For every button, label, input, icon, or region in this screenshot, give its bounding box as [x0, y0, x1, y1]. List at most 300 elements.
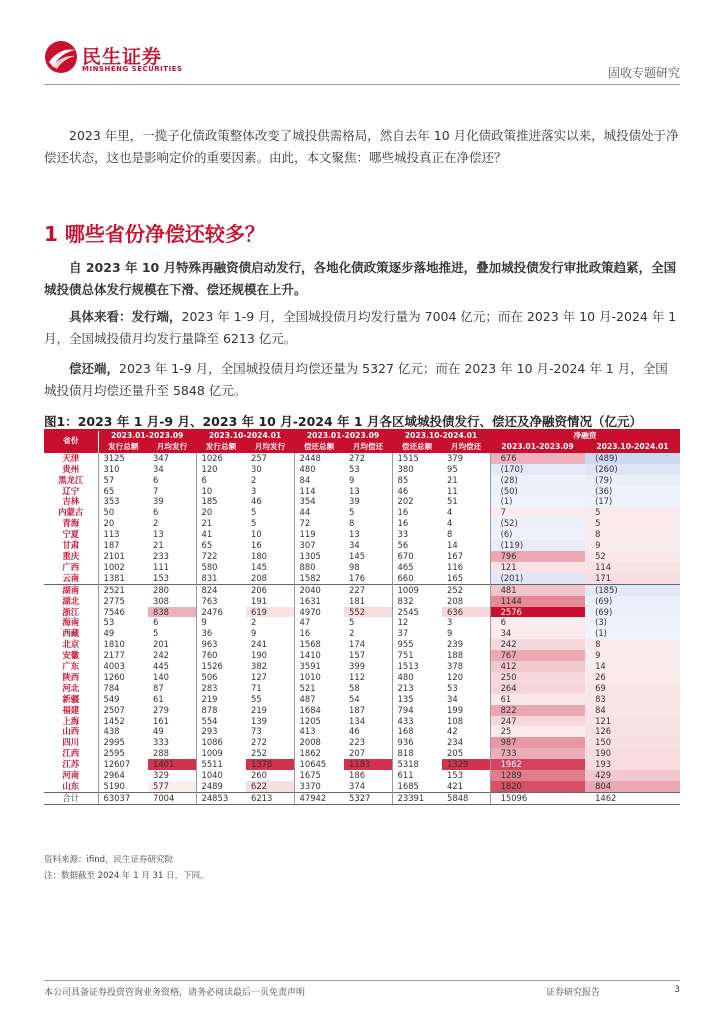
value-cell: 1086: [201, 737, 223, 748]
net-financing-cell: 171: [585, 573, 680, 584]
value-cell: 7546: [103, 606, 125, 617]
net-financing-cell: 1462: [585, 792, 680, 804]
value-cell: 310: [103, 463, 120, 474]
figure-title: 图1：2023 年 1 月-9 月、2023 年 10 月-2024 年 1 月各区域城投债发行、偿还及净融资情况（亿元）: [44, 414, 642, 429]
value-cell: 760: [201, 650, 218, 661]
value-cell: 413: [299, 726, 316, 737]
value-cell: 832: [397, 595, 414, 606]
issuance-lead: 具体来看：发行端，: [69, 309, 182, 324]
value-cell: 36: [201, 628, 213, 639]
table-row: [44, 607, 680, 618]
value-cell: 880: [299, 561, 316, 572]
value-cell: 2040: [294, 584, 344, 595]
value-cell: 272: [344, 453, 392, 464]
value-cell: 47: [299, 617, 311, 628]
value-cell: 95: [442, 464, 490, 475]
report-category: 固收专题研究: [607, 66, 680, 80]
table-row: [44, 540, 680, 551]
value-cell: 1526: [201, 661, 223, 672]
table-row: [44, 617, 680, 628]
net-financing-cell: 1820: [490, 781, 585, 792]
value-cell: 660: [397, 572, 414, 583]
value-cell: 37: [397, 628, 409, 639]
province-cell: 新疆: [44, 694, 98, 705]
value-cell: 9: [201, 617, 207, 628]
value-cell: 2595: [103, 748, 125, 759]
section-title: 1 哪些省份净偿还较多？: [44, 222, 265, 246]
value-cell: 167: [442, 551, 490, 562]
table-row: [44, 770, 680, 781]
disclaimer-text: 本公司具备证券投资咨询业务资格，请务必阅读最后一页免责声明: [44, 988, 306, 998]
table-row: [44, 683, 680, 694]
province-cell: 重庆: [44, 551, 98, 562]
value-cell: 577: [148, 781, 196, 792]
value-cell: 186: [344, 770, 392, 781]
value-cell: 353: [103, 496, 120, 507]
value-cell: 288: [148, 748, 196, 759]
value-cell: 257: [246, 453, 294, 464]
value-cell: 2545: [397, 606, 419, 617]
value-cell: 818: [397, 748, 414, 759]
value-cell: 72: [299, 518, 311, 529]
value-cell: 1410: [299, 650, 321, 661]
province-cell: 安徽: [44, 650, 98, 661]
table-row: [44, 496, 680, 507]
value-cell: 53: [442, 683, 490, 694]
value-cell: 619: [246, 607, 294, 618]
value-cell: 382: [246, 661, 294, 672]
table-row: [44, 781, 680, 792]
value-cell: 5: [344, 617, 392, 628]
value-cell: 374: [344, 781, 392, 792]
value-cell: 1329: [442, 759, 490, 770]
value-cell: 1381: [103, 572, 125, 583]
net-financing-cell: 6: [490, 617, 585, 628]
net-financing-cell: 25: [490, 726, 585, 737]
value-cell: 10645: [299, 759, 327, 770]
value-cell: 5511: [201, 759, 223, 770]
value-cell: 2: [344, 628, 392, 639]
net-financing-cell: 822: [490, 705, 585, 716]
value-cell: 1305: [299, 550, 321, 561]
value-cell: 6: [148, 617, 196, 628]
net-financing-cell: 733: [490, 748, 585, 759]
value-cell: 1183: [344, 759, 392, 770]
value-cell: 24853: [196, 792, 246, 804]
table-row: [44, 628, 680, 639]
value-cell: 188: [442, 650, 490, 661]
value-cell: 202: [397, 496, 414, 507]
net-financing-cell: 1962: [490, 759, 585, 770]
net-financing-cell: 247: [490, 716, 585, 727]
value-cell: 380: [397, 463, 414, 474]
province-cell: 四川: [44, 737, 98, 748]
value-cell: 7004: [148, 792, 196, 804]
table-row: [44, 672, 680, 683]
col-header-issue-p2: 2023.10-2024.01: [196, 431, 294, 442]
value-cell: 2177: [103, 650, 125, 661]
net-financing-cell: (79): [585, 475, 680, 486]
value-cell: 421: [442, 781, 490, 792]
col-header-net: 净融资: [490, 431, 680, 442]
value-cell: 20: [103, 518, 115, 529]
province-cell: 山西: [44, 726, 98, 737]
value-cell: 1009: [201, 748, 223, 759]
net-financing-cell: (28): [490, 475, 585, 486]
value-cell: 5848: [442, 792, 490, 804]
table-row: [44, 562, 680, 573]
intro-paragraph: 2023 年里，一揽子化债政策整体改变了城投供需格局，然自去年 10 月化债政策推进落实以来，城投债处于净偿还状态，这也是影响定价的重要因素。由此，本文聚焦：哪些城投真正在净偿还？: [44, 128, 679, 165]
value-cell: 2101: [103, 550, 125, 561]
net-financing-cell: 676: [490, 453, 585, 464]
report-type: 证券研究报告: [546, 988, 601, 998]
logo-text-en: MINSHENG SECURITIES: [82, 65, 183, 73]
col-header-province: 省份: [44, 431, 98, 453]
col-header-issue-month: 月均发行: [148, 442, 196, 453]
value-cell: 113: [103, 529, 120, 540]
value-cell: 153: [148, 573, 196, 584]
col-header-repay-month: 月均偿还: [442, 442, 490, 453]
net-financing-cell: 26: [585, 672, 680, 683]
value-cell: 3591: [299, 661, 321, 672]
province-cell: 海南: [44, 617, 98, 628]
value-cell: 2: [148, 518, 196, 529]
value-cell: 16: [299, 628, 311, 639]
value-cell: 480: [397, 671, 414, 682]
value-cell: 1010: [299, 671, 321, 682]
value-cell: 187: [103, 540, 120, 551]
value-cell: 794: [397, 704, 414, 715]
net-financing-cell: 1289: [490, 770, 585, 781]
value-cell: 521: [299, 682, 316, 693]
value-cell: 168: [397, 726, 414, 737]
summary-paragraph: 自 2023 年 10 月特殊再融资债启动发行，各地化债政策逐步落地推进，叠加城投债发行审批政策趋紧，全国城投债总体发行规模在下滑、偿还规模在上升。: [44, 260, 677, 297]
value-cell: 3125: [103, 452, 125, 463]
region-financing-table: [44, 431, 680, 805]
value-cell: 85: [397, 474, 409, 485]
table-row: [44, 529, 680, 540]
value-cell: 506: [201, 671, 218, 682]
value-cell: 487: [299, 693, 316, 704]
value-cell: 8: [442, 529, 490, 540]
col-header-issue-total: 发行总额: [98, 442, 148, 453]
value-cell: 1631: [299, 595, 321, 606]
value-cell: 5: [246, 507, 294, 518]
province-cell: 内蒙古: [44, 507, 98, 518]
province-cell: 湖南: [44, 584, 98, 595]
value-cell: 2489: [201, 781, 223, 791]
minsheng-logo-icon: [44, 40, 78, 74]
table-row: [44, 737, 680, 748]
value-cell: 260: [246, 770, 294, 781]
value-cell: 552: [344, 607, 392, 618]
value-cell: 112: [344, 672, 392, 683]
province-cell: 贵州: [44, 464, 98, 475]
value-cell: 116: [442, 562, 490, 573]
value-cell: 53: [344, 464, 392, 475]
value-cell: 49: [103, 628, 115, 639]
value-cell: 465: [397, 561, 414, 572]
table-row: [44, 596, 680, 607]
footer-divider: [44, 980, 680, 981]
province-cell: 吉林: [44, 496, 98, 507]
net-financing-cell: 84: [585, 705, 680, 716]
net-financing-cell: 8: [585, 639, 680, 650]
value-cell: 199: [442, 705, 490, 716]
value-cell: 2995: [103, 737, 125, 748]
province-cell: 广西: [44, 562, 98, 573]
net-financing-cell: 150: [585, 737, 680, 748]
value-cell: 187: [344, 705, 392, 716]
value-cell: 272: [246, 737, 294, 748]
value-cell: 333: [148, 737, 196, 748]
net-financing-cell: 126: [585, 726, 680, 737]
province-cell: 湖北: [44, 596, 98, 607]
value-cell: 1675: [299, 770, 321, 781]
value-cell: 378: [442, 661, 490, 672]
value-cell: 763: [201, 595, 218, 606]
net-financing-cell: (185): [585, 584, 680, 595]
value-cell: 2775: [103, 595, 125, 606]
value-cell: 445: [148, 661, 196, 672]
value-cell: 145: [246, 562, 294, 573]
table-row: [44, 694, 680, 705]
value-cell: 46: [246, 496, 294, 507]
value-cell: 42: [442, 726, 490, 737]
value-cell: 6: [148, 507, 196, 518]
value-cell: 49: [148, 726, 196, 737]
value-cell: 46: [397, 485, 409, 496]
net-financing-cell: (69): [585, 596, 680, 607]
value-cell: 51: [442, 496, 490, 507]
value-cell: 145: [344, 551, 392, 562]
value-cell: 219: [201, 693, 218, 704]
net-financing-cell: (1): [585, 628, 680, 639]
value-cell: 9: [344, 475, 392, 486]
net-financing-cell: 767: [490, 650, 585, 661]
col-header-repay-p1: 2023.01-2023.09: [294, 431, 392, 442]
value-cell: 5: [148, 628, 196, 639]
value-cell: 181: [344, 596, 392, 607]
value-cell: 252: [442, 584, 490, 595]
province-cell: 江西: [44, 748, 98, 759]
value-cell: 165: [442, 573, 490, 584]
province-cell: 山东: [44, 781, 98, 792]
table-row: [44, 584, 680, 595]
value-cell: 347: [148, 453, 196, 464]
value-cell: 65: [103, 485, 115, 496]
value-cell: 308: [148, 596, 196, 607]
province-cell: 福建: [44, 705, 98, 716]
value-cell: 54: [344, 694, 392, 705]
value-cell: 751: [397, 650, 414, 661]
net-financing-cell: 412: [490, 661, 585, 672]
value-cell: 13: [344, 486, 392, 497]
net-financing-cell: 8: [585, 529, 680, 540]
value-cell: 622: [246, 781, 294, 792]
value-cell: 114: [299, 485, 316, 496]
net-financing-cell: (3): [585, 617, 680, 628]
value-cell: 84: [299, 474, 311, 485]
value-cell: 161: [148, 716, 196, 727]
value-cell: 1378: [246, 759, 294, 770]
value-cell: 205: [442, 748, 490, 759]
net-financing-cell: (489): [585, 453, 680, 464]
province-cell: 合计: [44, 792, 98, 804]
province-cell: 江苏: [44, 759, 98, 770]
source-note: 资料来源：ifind，民生证券研究院: [44, 855, 173, 865]
value-cell: 34: [344, 540, 392, 551]
net-financing-cell: 796: [490, 551, 585, 562]
col-header-net-p2: 2023.10-2024.01: [585, 442, 680, 453]
table-row: [44, 573, 680, 584]
value-cell: 206: [246, 584, 294, 595]
net-financing-cell: (52): [490, 518, 585, 529]
value-cell: 191: [246, 596, 294, 607]
value-cell: 21: [201, 518, 213, 529]
value-cell: 1452: [103, 715, 125, 726]
value-cell: 65: [201, 540, 213, 551]
net-financing-cell: 5: [585, 518, 680, 529]
value-cell: 955: [397, 639, 414, 650]
value-cell: 11: [442, 486, 490, 497]
value-cell: 13: [344, 529, 392, 540]
issuance-text: 2023 年 1-9 月，全国城投债月均发行量为 7004 亿元；而在 2023 年 10 月-2024 年 1 月，全国城投债月均发行量降至 6213 亿元。: [44, 309, 677, 346]
value-cell: 174: [344, 639, 392, 650]
province-cell: 河南: [44, 770, 98, 781]
province-cell: 陕西: [44, 672, 98, 683]
province-cell: 云南: [44, 573, 98, 584]
net-financing-cell: 14: [585, 661, 680, 672]
net-financing-cell: 193: [585, 759, 680, 770]
value-cell: 252: [246, 748, 294, 759]
net-financing-cell: 190: [585, 748, 680, 759]
value-cell: 140: [148, 672, 196, 683]
value-cell: 438: [103, 726, 120, 737]
net-financing-cell: (6): [490, 529, 585, 540]
value-cell: 71: [246, 683, 294, 694]
value-cell: 4: [442, 518, 490, 529]
table-row: [44, 650, 680, 661]
value-cell: 1002: [103, 561, 125, 572]
net-financing-cell: 1144: [490, 596, 585, 607]
value-cell: 63037: [98, 792, 148, 804]
value-cell: 354: [299, 496, 316, 507]
table-row: [44, 453, 680, 464]
value-cell: 8: [344, 518, 392, 529]
value-cell: 16: [246, 540, 294, 551]
value-cell: 2448: [299, 452, 321, 463]
value-cell: 3: [442, 617, 490, 628]
value-cell: 46: [344, 726, 392, 737]
table-row: [44, 748, 680, 759]
net-financing-cell: (1): [490, 496, 585, 507]
value-cell: 5318: [397, 759, 419, 770]
logo-text-cn: 民生证券: [82, 46, 163, 68]
table-row: [44, 759, 680, 770]
value-cell: 611: [397, 770, 414, 781]
table-row: [44, 661, 680, 672]
value-cell: 233: [148, 551, 196, 562]
value-cell: 1515: [397, 452, 419, 463]
value-cell: 2: [246, 617, 294, 628]
value-cell: 2476: [201, 606, 223, 617]
table-row: [44, 726, 680, 737]
table-total-row: [44, 792, 680, 804]
value-cell: 6: [148, 475, 196, 486]
net-financing-cell: (36): [585, 486, 680, 497]
value-cell: 87: [148, 683, 196, 694]
net-financing-cell: (260): [585, 464, 680, 475]
value-cell: 34: [148, 464, 196, 475]
value-cell: 219: [246, 705, 294, 716]
value-cell: 13: [148, 529, 196, 540]
value-cell: 55: [246, 694, 294, 705]
value-cell: 9: [246, 628, 294, 639]
net-financing-cell: 34: [490, 628, 585, 639]
net-financing-cell: (17): [585, 496, 680, 507]
value-cell: 4003: [103, 661, 125, 672]
net-financing-cell: (170): [490, 464, 585, 475]
table-row: [44, 716, 680, 727]
value-cell: 580: [201, 561, 218, 572]
value-cell: 190: [246, 650, 294, 661]
value-cell: 838: [148, 607, 196, 618]
value-cell: 176: [344, 573, 392, 584]
province-cell: 宁夏: [44, 529, 98, 540]
col-header-issue-month: 月均发行: [246, 442, 294, 453]
value-cell: 1009: [392, 584, 442, 595]
value-cell: 878: [201, 704, 218, 715]
value-cell: 53: [103, 617, 115, 628]
value-cell: 1513: [397, 661, 419, 672]
net-financing-cell: 15096: [490, 792, 585, 804]
value-cell: 134: [344, 716, 392, 727]
table-body: [44, 453, 680, 805]
net-financing-cell: (119): [490, 540, 585, 551]
net-financing-cell: 481: [490, 584, 585, 595]
value-cell: 58: [344, 683, 392, 694]
value-cell: 73: [246, 726, 294, 737]
value-cell: 636: [442, 607, 490, 618]
value-cell: 207: [344, 748, 392, 759]
col-header-repay-total: 偿还总额: [392, 442, 442, 453]
value-cell: 12: [397, 617, 409, 628]
value-cell: 16: [397, 507, 409, 518]
province-cell: 黑龙江: [44, 475, 98, 486]
value-cell: 963: [201, 639, 218, 650]
value-cell: 1810: [103, 639, 125, 650]
net-financing-cell: 242: [490, 639, 585, 650]
value-cell: 242: [148, 650, 196, 661]
value-cell: 120: [201, 463, 218, 474]
value-cell: 2964: [103, 770, 125, 781]
value-cell: 33: [397, 529, 409, 540]
value-cell: 1401: [148, 759, 196, 770]
issuance-paragraph: [44, 306, 680, 350]
value-cell: 119: [299, 529, 316, 540]
value-cell: 5327: [344, 792, 392, 804]
value-cell: 280: [148, 584, 196, 595]
value-cell: 831: [201, 572, 218, 583]
value-cell: 127: [246, 672, 294, 683]
value-cell: 4970: [299, 606, 321, 617]
col-header-repay-p2: 2023.10-2024.01: [392, 431, 490, 442]
value-cell: 1582: [299, 572, 321, 583]
value-cell: 185: [201, 496, 218, 507]
value-cell: 722: [201, 550, 218, 561]
net-financing-cell: 5: [585, 507, 680, 518]
